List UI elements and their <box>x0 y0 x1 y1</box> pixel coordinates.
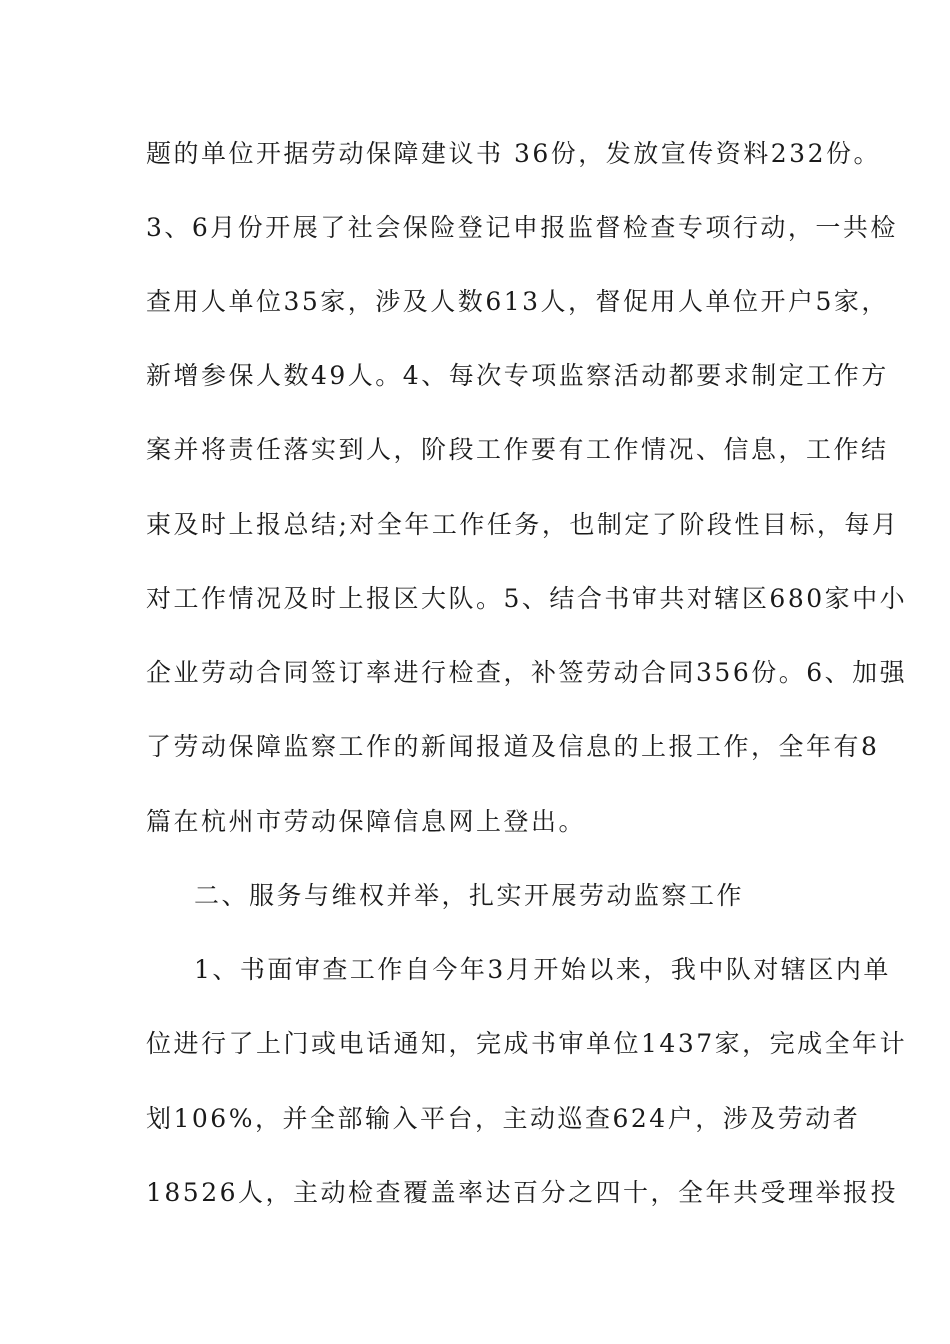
text-line: 1、书面审查工作自今年3月开始以来，我中队对辖区内单 <box>194 955 891 984</box>
text-line: 了劳动保障监察工作的新闻报道及信息的上报工作，全年有8 <box>146 732 880 761</box>
text-line: 3、6月份开展了社会保险登记申报监督检查专项行动，一共检 <box>146 213 898 242</box>
text-line: 篇在杭州市劳动保障信息网上登出。 <box>146 807 587 836</box>
text-line: 新增参保人数49人。4、每次专项监察活动都要求制定工作方 <box>146 361 889 390</box>
text-line: 案并将责任落实到人，阶段工作要有工作情况、信息，工作结 <box>146 435 889 464</box>
text-line: 18526人，主动检查覆盖率达百分之四十，全年共受理举报投 <box>146 1178 899 1207</box>
text-line: 企业劳动合同签订率进行检查，补签劳动合同356份。6、加强 <box>146 658 908 687</box>
text-line: 查用人单位35家，涉及人数613人，督促用人单位开户5家， <box>146 287 889 316</box>
text-line: 题的单位开据劳动保障建议书 36份，发放宣传资料232份。 <box>146 139 881 168</box>
section-heading: 二、服务与维权并举，扎实开展劳动监察工作 <box>194 881 745 910</box>
text-line: 位进行了上门或电话通知，完成书审单位1437家，完成全年计 <box>146 1029 908 1058</box>
text-line: 束及时上报总结;对全年工作任务，也制定了阶段性目标，每月 <box>146 510 900 539</box>
text-line: 对工作情况及时上报区大队。5、结合书审共对辖区680家中小 <box>146 584 908 613</box>
text-line: 划106%，并全部输入平台，主动巡查624户，涉及劳动者 <box>146 1104 861 1133</box>
